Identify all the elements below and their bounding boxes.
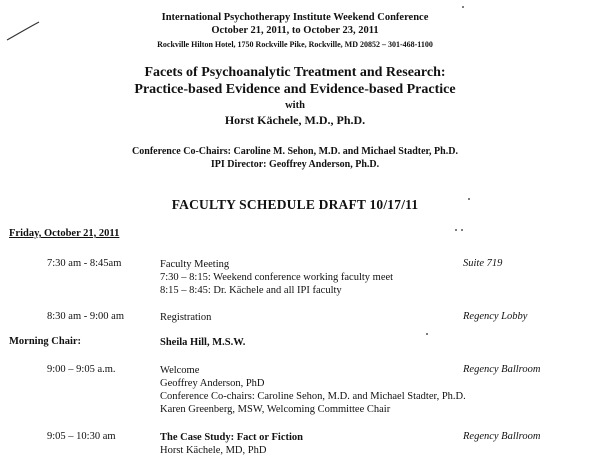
row-details: [160, 336, 245, 349]
schedule-title: FACULTY SCHEDULE DRAFT 10/17/11: [171, 197, 419, 212]
row-line: Karen Greenberg, MSW, Welcoming Committee Chair: [160, 404, 391, 415]
scan-speck: [455, 229, 457, 231]
row-line: Faculty Meeting: [160, 259, 230, 270]
co-chairs: Conference Co-Chairs: Caroline M. Sehon, M.D. and Michael Stadter, Ph.D.: [132, 146, 458, 157]
row-line: The Case Study: Fact or Fiction: [160, 432, 304, 443]
row-line: Horst Kächele, MD, PhD: [160, 445, 267, 456]
row-time: 9:05 – 10:30 am: [47, 431, 116, 442]
row-details: [160, 311, 211, 324]
title-with: with: [285, 100, 305, 111]
conference-venue: Rockville Hilton Hotel, 1750 Rockville Pike, Rockville, MD 20852 – 301-468-1100: [157, 40, 433, 49]
row-details: [160, 258, 393, 297]
row-location: Suite 719: [463, 258, 503, 269]
scan-speck: [462, 6, 464, 8]
row-location: Regency Ballroom: [463, 431, 541, 442]
row-details: [160, 431, 303, 457]
scan-speck: [461, 229, 463, 231]
row-line: Sheila Hill, M.S.W.: [160, 337, 246, 348]
row-time: 8:30 am - 9:00 am: [47, 311, 124, 322]
row-details: [160, 364, 466, 416]
conference-name: International Psychotherapy Institute Weekend Conference: [161, 12, 429, 23]
row-time: Morning Chair:: [9, 336, 82, 347]
scan-speck: [426, 333, 428, 335]
conference-dates: October 21, 2011, to October 23, 2011: [211, 25, 379, 36]
row-location: Regency Ballroom: [463, 364, 541, 375]
title-line-1: Facets of Psychoanalytic Treatment and Research:: [144, 65, 446, 80]
ipi-director: IPI Director: Geoffrey Anderson, Ph.D.: [210, 159, 380, 170]
row-line: 7:30 – 8:15: Weekend conference working faculty meet: [160, 272, 394, 283]
row-time: 9:00 – 9:05 a.m.: [47, 364, 116, 375]
row-line: Welcome: [160, 365, 200, 376]
row-line: 8:15 – 8:45: Dr. Kächele and all IPI faculty: [160, 285, 342, 296]
day-heading: Friday, October 21, 2011: [9, 228, 120, 239]
row-line: Conference Co-chairs: Caroline Sehon, M.D. and Michael Stadter, Ph.D.: [160, 391, 466, 402]
row-location: Regency Lobby: [463, 311, 528, 322]
title-speaker: Horst Kächele, M.D., Ph.D.: [224, 113, 366, 127]
row-line: Registration: [160, 312, 212, 323]
title-line-2: Practice-based Evidence and Evidence-based Practice: [134, 82, 456, 97]
row-line: Geoffrey Anderson, PhD: [160, 378, 265, 389]
row-time: 7:30 am - 8:45am: [47, 258, 122, 269]
